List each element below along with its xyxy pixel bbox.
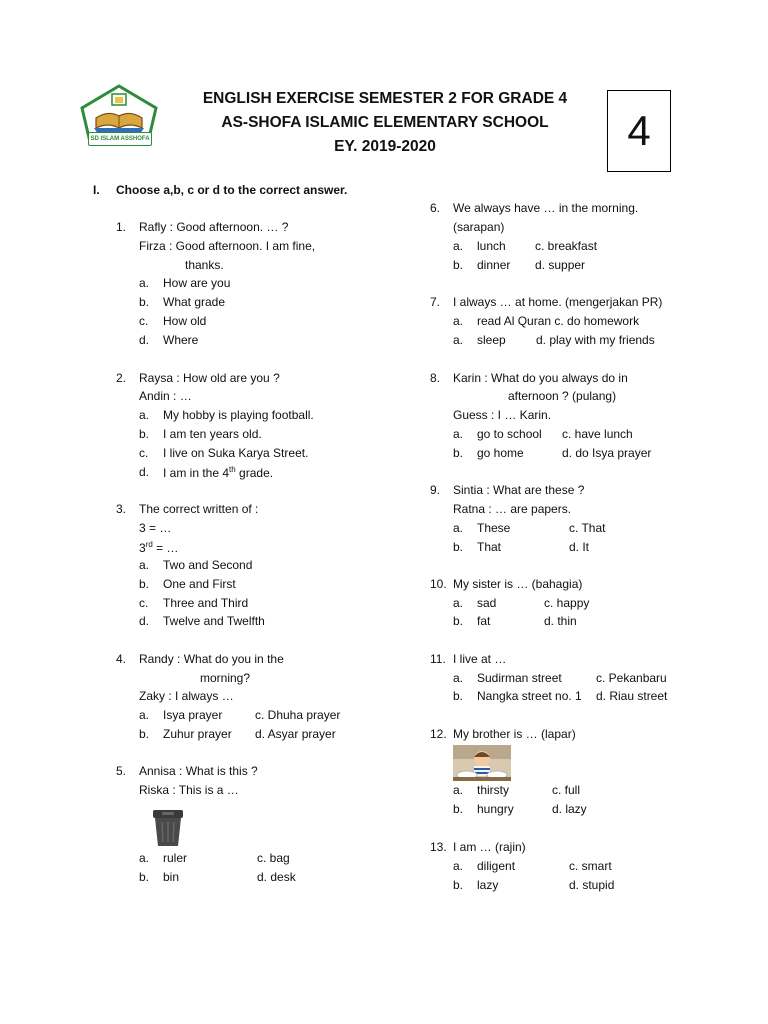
q13-letter-a: a.	[453, 859, 464, 873]
q1-option-d: Where	[163, 333, 199, 347]
q3-letter-c: c.	[139, 596, 149, 610]
q7-letter-b: a.	[453, 333, 464, 347]
q13-letter-b: b.	[453, 878, 464, 892]
q5-option-c: c. bag	[257, 851, 290, 865]
q10-option-c: c. happy	[544, 596, 590, 610]
grade-number: 4	[627, 107, 651, 154]
q12-option-a: thirsty	[477, 783, 510, 797]
q5-option-d: d. desk	[257, 870, 296, 884]
q12-letter-a: a.	[453, 783, 464, 797]
q8-letter-a: a.	[453, 427, 464, 441]
q5-line2: Riska : This is a …	[139, 783, 239, 797]
q11-option-c: c. Pekanbaru	[596, 671, 667, 685]
q4-letter-a: a.	[139, 708, 150, 722]
q2-number: 2.	[116, 371, 127, 385]
q10-option-b: fat	[477, 614, 491, 628]
q11-option-d: d. Riau street	[596, 689, 668, 703]
q2-option-c: I live on Suka Karya Street.	[163, 446, 309, 460]
q3-option-d: Twelve and Twelfth	[163, 614, 265, 628]
q6-number: 6.	[430, 201, 441, 215]
q10-option-a: sad	[477, 596, 497, 610]
q6-option-a: lunch	[477, 239, 506, 253]
q3-line1: The correct written of :	[139, 502, 259, 516]
q3-line3-text: 3	[139, 541, 146, 555]
q13-option-a: diligent	[477, 859, 516, 873]
q9-line2: Ratna : … are papers.	[453, 502, 572, 516]
section-numeral: I.	[93, 183, 100, 197]
q8-line2: afternoon ? (pulang)	[508, 389, 617, 403]
trash-bin-image	[150, 808, 186, 851]
q13-option-c: c. smart	[569, 859, 612, 873]
q8-number: 8.	[430, 371, 441, 385]
q7-number: 7.	[430, 295, 441, 309]
q1-letter-d: d.	[139, 333, 150, 347]
q8-option-c: c. have lunch	[562, 427, 633, 441]
q6-line2: (sarapan)	[453, 220, 505, 234]
header-title-line3: EY. 2019-2020	[334, 138, 436, 155]
q2-option-d-sup: th	[229, 465, 236, 474]
q13-line1: I am … (rajin)	[453, 840, 526, 854]
q9-option-a: These	[477, 521, 511, 535]
q10-number: 10.	[430, 577, 447, 591]
q10-option-d: d. thin	[544, 614, 577, 628]
q12-line1: My brother is … (lapar)	[453, 727, 576, 741]
q2-line1: Raysa : How old are you ?	[139, 371, 280, 385]
q4-line3: Zaky : I always …	[139, 689, 234, 703]
q2-letter-b: b.	[139, 427, 150, 441]
q5-option-b: bin	[163, 870, 180, 884]
q12-letter-b: b.	[453, 802, 464, 816]
q2-option-d-text: I am in the 4	[163, 466, 230, 480]
q12-option-d: d. lazy	[552, 802, 587, 816]
q10-letter-a: a.	[453, 596, 464, 610]
q2-option-d	[163, 465, 273, 480]
q6-option-d: d. supper	[535, 258, 586, 272]
q7-letter-a: a.	[453, 314, 464, 328]
q10-letter-b: b.	[453, 614, 464, 628]
q6-letter-a: a.	[453, 239, 464, 253]
q13-option-d: d. stupid	[569, 878, 615, 892]
q13-number: 13.	[430, 840, 447, 854]
q3-line3-sup: rd	[145, 540, 153, 549]
q9-letter-b: b.	[453, 540, 464, 554]
q4-option-a: Isya prayer	[163, 708, 223, 722]
q6-option-b: dinner	[477, 258, 511, 272]
q2-letter-a: a.	[139, 408, 150, 422]
q9-option-b: That	[477, 540, 502, 554]
q7-option-a: read Al Quran c. do homework	[477, 314, 640, 328]
q4-line2: morning?	[200, 671, 251, 685]
q4-option-c: c. Dhuha prayer	[255, 708, 341, 722]
q1-letter-a: a.	[139, 276, 150, 290]
q11-option-a: Sudirman street	[477, 671, 562, 685]
q2-option-d-rest: grade.	[235, 466, 274, 480]
hungry-boy-image	[453, 745, 511, 784]
q3-number: 3.	[116, 502, 127, 516]
q4-option-d: d. Asyar prayer	[255, 727, 336, 741]
q5-letter-a: a.	[139, 851, 150, 865]
q1-letter-c: c.	[139, 314, 149, 328]
q12-option-b: hungry	[477, 802, 514, 816]
q5-line1: Annisa : What is this ?	[139, 764, 258, 778]
q9-option-d: d. It	[569, 540, 590, 554]
q9-line1: Sintia : What are these ?	[453, 483, 585, 497]
q2-option-a: My hobby is playing football.	[163, 408, 314, 422]
q10-line1: My sister is … (bahagia)	[453, 577, 583, 591]
q5-option-a: ruler	[163, 851, 188, 865]
q1-number: 1.	[116, 220, 127, 234]
q9-number: 9.	[430, 483, 441, 497]
q3-line3-rest: = …	[152, 541, 179, 555]
q11-letter-a: a.	[453, 671, 464, 685]
q3-option-a: Two and Second	[163, 558, 253, 572]
q11-option-b: Nangka street no. 1	[477, 689, 582, 703]
q8-option-b: go home	[477, 446, 524, 460]
q1-option-b: What grade	[163, 295, 226, 309]
q4-line1: Randy : What do you in the	[139, 652, 284, 666]
q2-letter-c: c.	[139, 446, 149, 460]
q12-option-c: c. full	[552, 783, 581, 797]
q13-option-b: lazy	[477, 878, 499, 892]
q3-line2: 3 = …	[139, 521, 172, 535]
q11-number: 11.	[430, 652, 446, 666]
q5-number: 5.	[116, 764, 127, 778]
q1-line1: Rafly : Good afternoon. … ?	[139, 220, 289, 234]
q3-option-b: One and First	[163, 577, 236, 591]
q9-option-c: c. That	[569, 521, 606, 535]
q9-letter-a: a.	[453, 521, 464, 535]
q7-option-b: sleep	[477, 333, 506, 347]
q3-option-c: Three and Third	[163, 596, 249, 610]
q2-letter-d: d.	[139, 465, 150, 479]
q5-letter-b: b.	[139, 870, 150, 884]
q8-letter-b: b.	[453, 446, 464, 460]
section-instruction: Choose a,b, c or d to the correct answer.	[116, 183, 348, 197]
q1-option-c: How old	[163, 314, 207, 328]
grade-box	[607, 90, 671, 172]
q3-letter-a: a.	[139, 558, 150, 572]
q12-number: 12.	[430, 727, 447, 741]
q4-number: 4.	[116, 652, 127, 666]
q8-option-a: go to school	[477, 427, 542, 441]
header-title-line1: ENGLISH EXERCISE SEMESTER 2 FOR GRADE 4	[202, 90, 568, 107]
header-title-line2: AS-SHOFA ISLAMIC ELEMENTARY SCHOOL	[221, 114, 549, 131]
q1-line3: thanks.	[185, 258, 224, 272]
q3-letter-d: d.	[139, 614, 150, 628]
q4-letter-b: b.	[139, 727, 150, 741]
q6-line1: We always have … in the morning.	[453, 201, 639, 215]
q6-option-c: c. breakfast	[535, 239, 598, 253]
q2-option-b: I am ten years old.	[163, 427, 262, 441]
q8-option-d: d. do Isya prayer	[562, 446, 652, 460]
q3-letter-b: b.	[139, 577, 150, 591]
q8-line1: Karin : What do you always do in	[453, 371, 628, 385]
q2-line2: Andin : …	[139, 389, 192, 403]
q8-line3: Guess : I … Karin.	[453, 408, 552, 422]
q11-letter-b: b.	[453, 689, 464, 703]
q1-letter-b: b.	[139, 295, 150, 309]
q6-letter-b: b.	[453, 258, 464, 272]
q4-option-b: Zuhur prayer	[163, 727, 232, 741]
q7-line1: I always … at home. (mengerjakan PR)	[453, 295, 663, 309]
logo-banner: SD ISLAM ASSHOFA	[88, 132, 152, 146]
q7-option-d: d. play with my friends	[536, 333, 655, 347]
school-logo	[78, 84, 160, 150]
q3-line3	[139, 540, 179, 555]
q11-line1: I live at …	[453, 652, 507, 666]
q1-option-a: How are you	[163, 276, 231, 290]
q1-line2: Firza : Good afternoon. I am fine,	[139, 239, 316, 253]
